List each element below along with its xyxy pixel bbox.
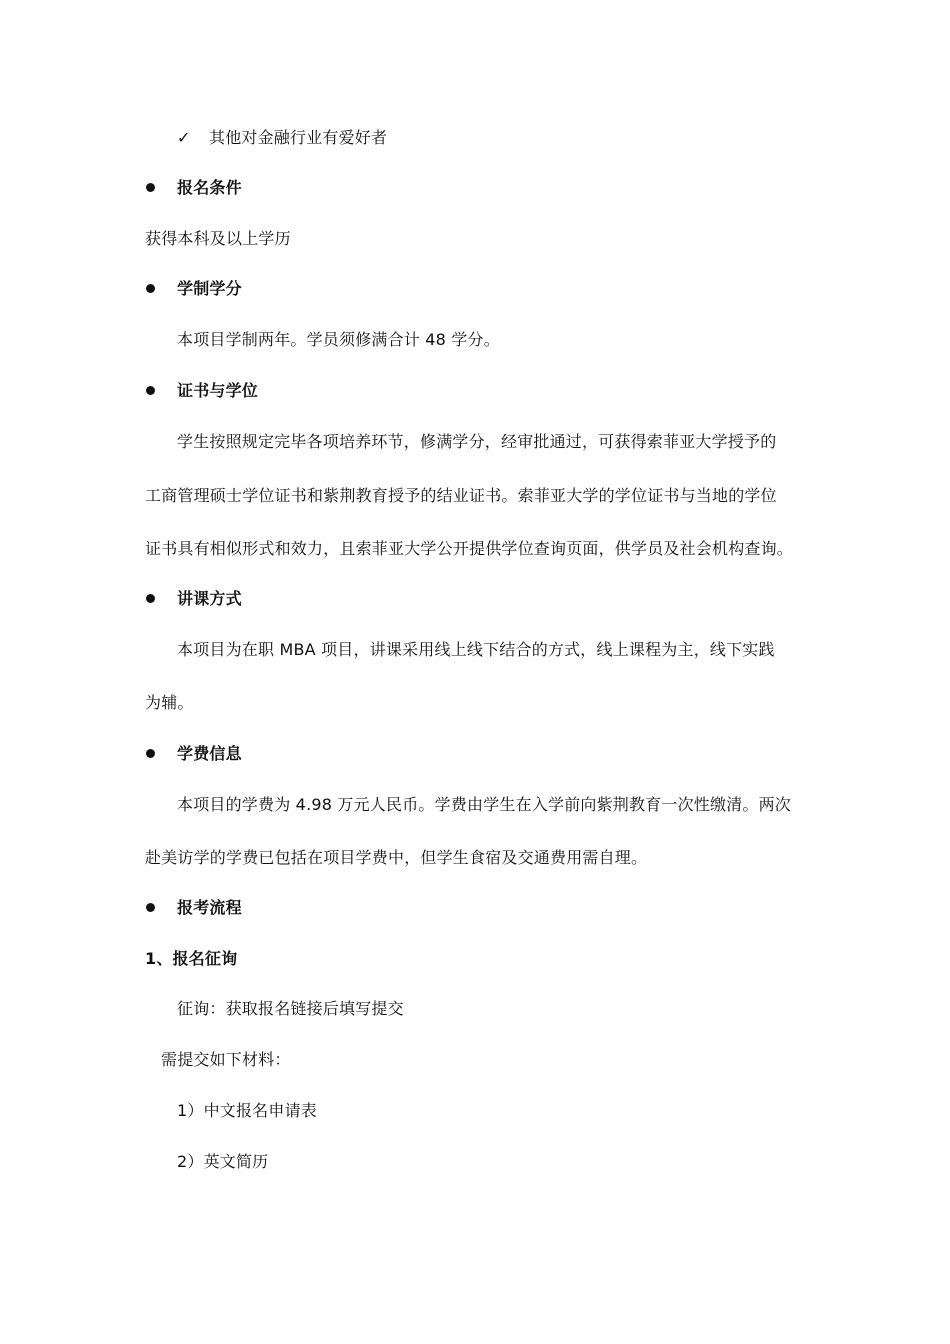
section-heading-teaching: 讲课方式 xyxy=(177,589,242,608)
section-heading-process: 报考流程 xyxy=(177,898,242,917)
section-heading-credits: 学制学分 xyxy=(177,279,242,298)
materials-intro: 需提交如下材料： xyxy=(161,1050,291,1069)
tuition-line: 赴美访学的学费已包括在项目学费中，但学生食宿及交通费用需自理。 xyxy=(145,848,648,867)
teaching-line: 本项目为在职 MBA 项目，讲课采用线上线下结合的方式，线上课程为主，线下实践 xyxy=(177,640,775,659)
bullet-icon xyxy=(146,903,155,912)
bullet-icon xyxy=(146,594,155,603)
bullet-icon xyxy=(146,386,155,395)
process-step1-desc: 征询：获取报名链接后填写提交 xyxy=(177,999,404,1018)
bullet-icon xyxy=(146,284,155,293)
material-item: 2）英文简历 xyxy=(177,1152,269,1171)
process-step1-title: 1、报名征询 xyxy=(145,949,238,968)
check-item-text: 其他对金融行业有爱好者 xyxy=(209,128,388,147)
bullet-icon xyxy=(146,183,155,192)
certificate-line: 学生按照规定完毕各项培养环节，修满学分，经审批通过，可获得索菲亚大学授予的 xyxy=(177,432,777,451)
certificate-line: 工商管理硕士学位证书和紫荆教育授予的结业证书。索菲亚大学的学位证书与当地的学位 xyxy=(145,486,777,505)
certificate-line: 证书具有相似形式和效力，且索菲亚大学公开提供学位查询页面，供学员及社会机构查询。 xyxy=(145,539,794,558)
tuition-line: 本项目的学费为 4.98 万元人民币。学费由学生在入学前向紫荆教育一次性缴清。两次 xyxy=(177,795,791,814)
bullet-icon xyxy=(146,749,155,758)
section-heading-enroll: 报名条件 xyxy=(177,178,242,197)
teaching-line: 为辅。 xyxy=(145,693,194,712)
check-icon: ✓ xyxy=(177,128,191,147)
section-heading-certificate: 证书与学位 xyxy=(177,381,259,400)
section-heading-tuition: 学费信息 xyxy=(177,744,242,763)
material-item: 1）中文报名申请表 xyxy=(177,1101,317,1120)
enroll-body: 获得本科及以上学历 xyxy=(145,229,291,248)
credits-body: 本项目学制两年。学员须修满合计 48 学分。 xyxy=(177,330,500,349)
